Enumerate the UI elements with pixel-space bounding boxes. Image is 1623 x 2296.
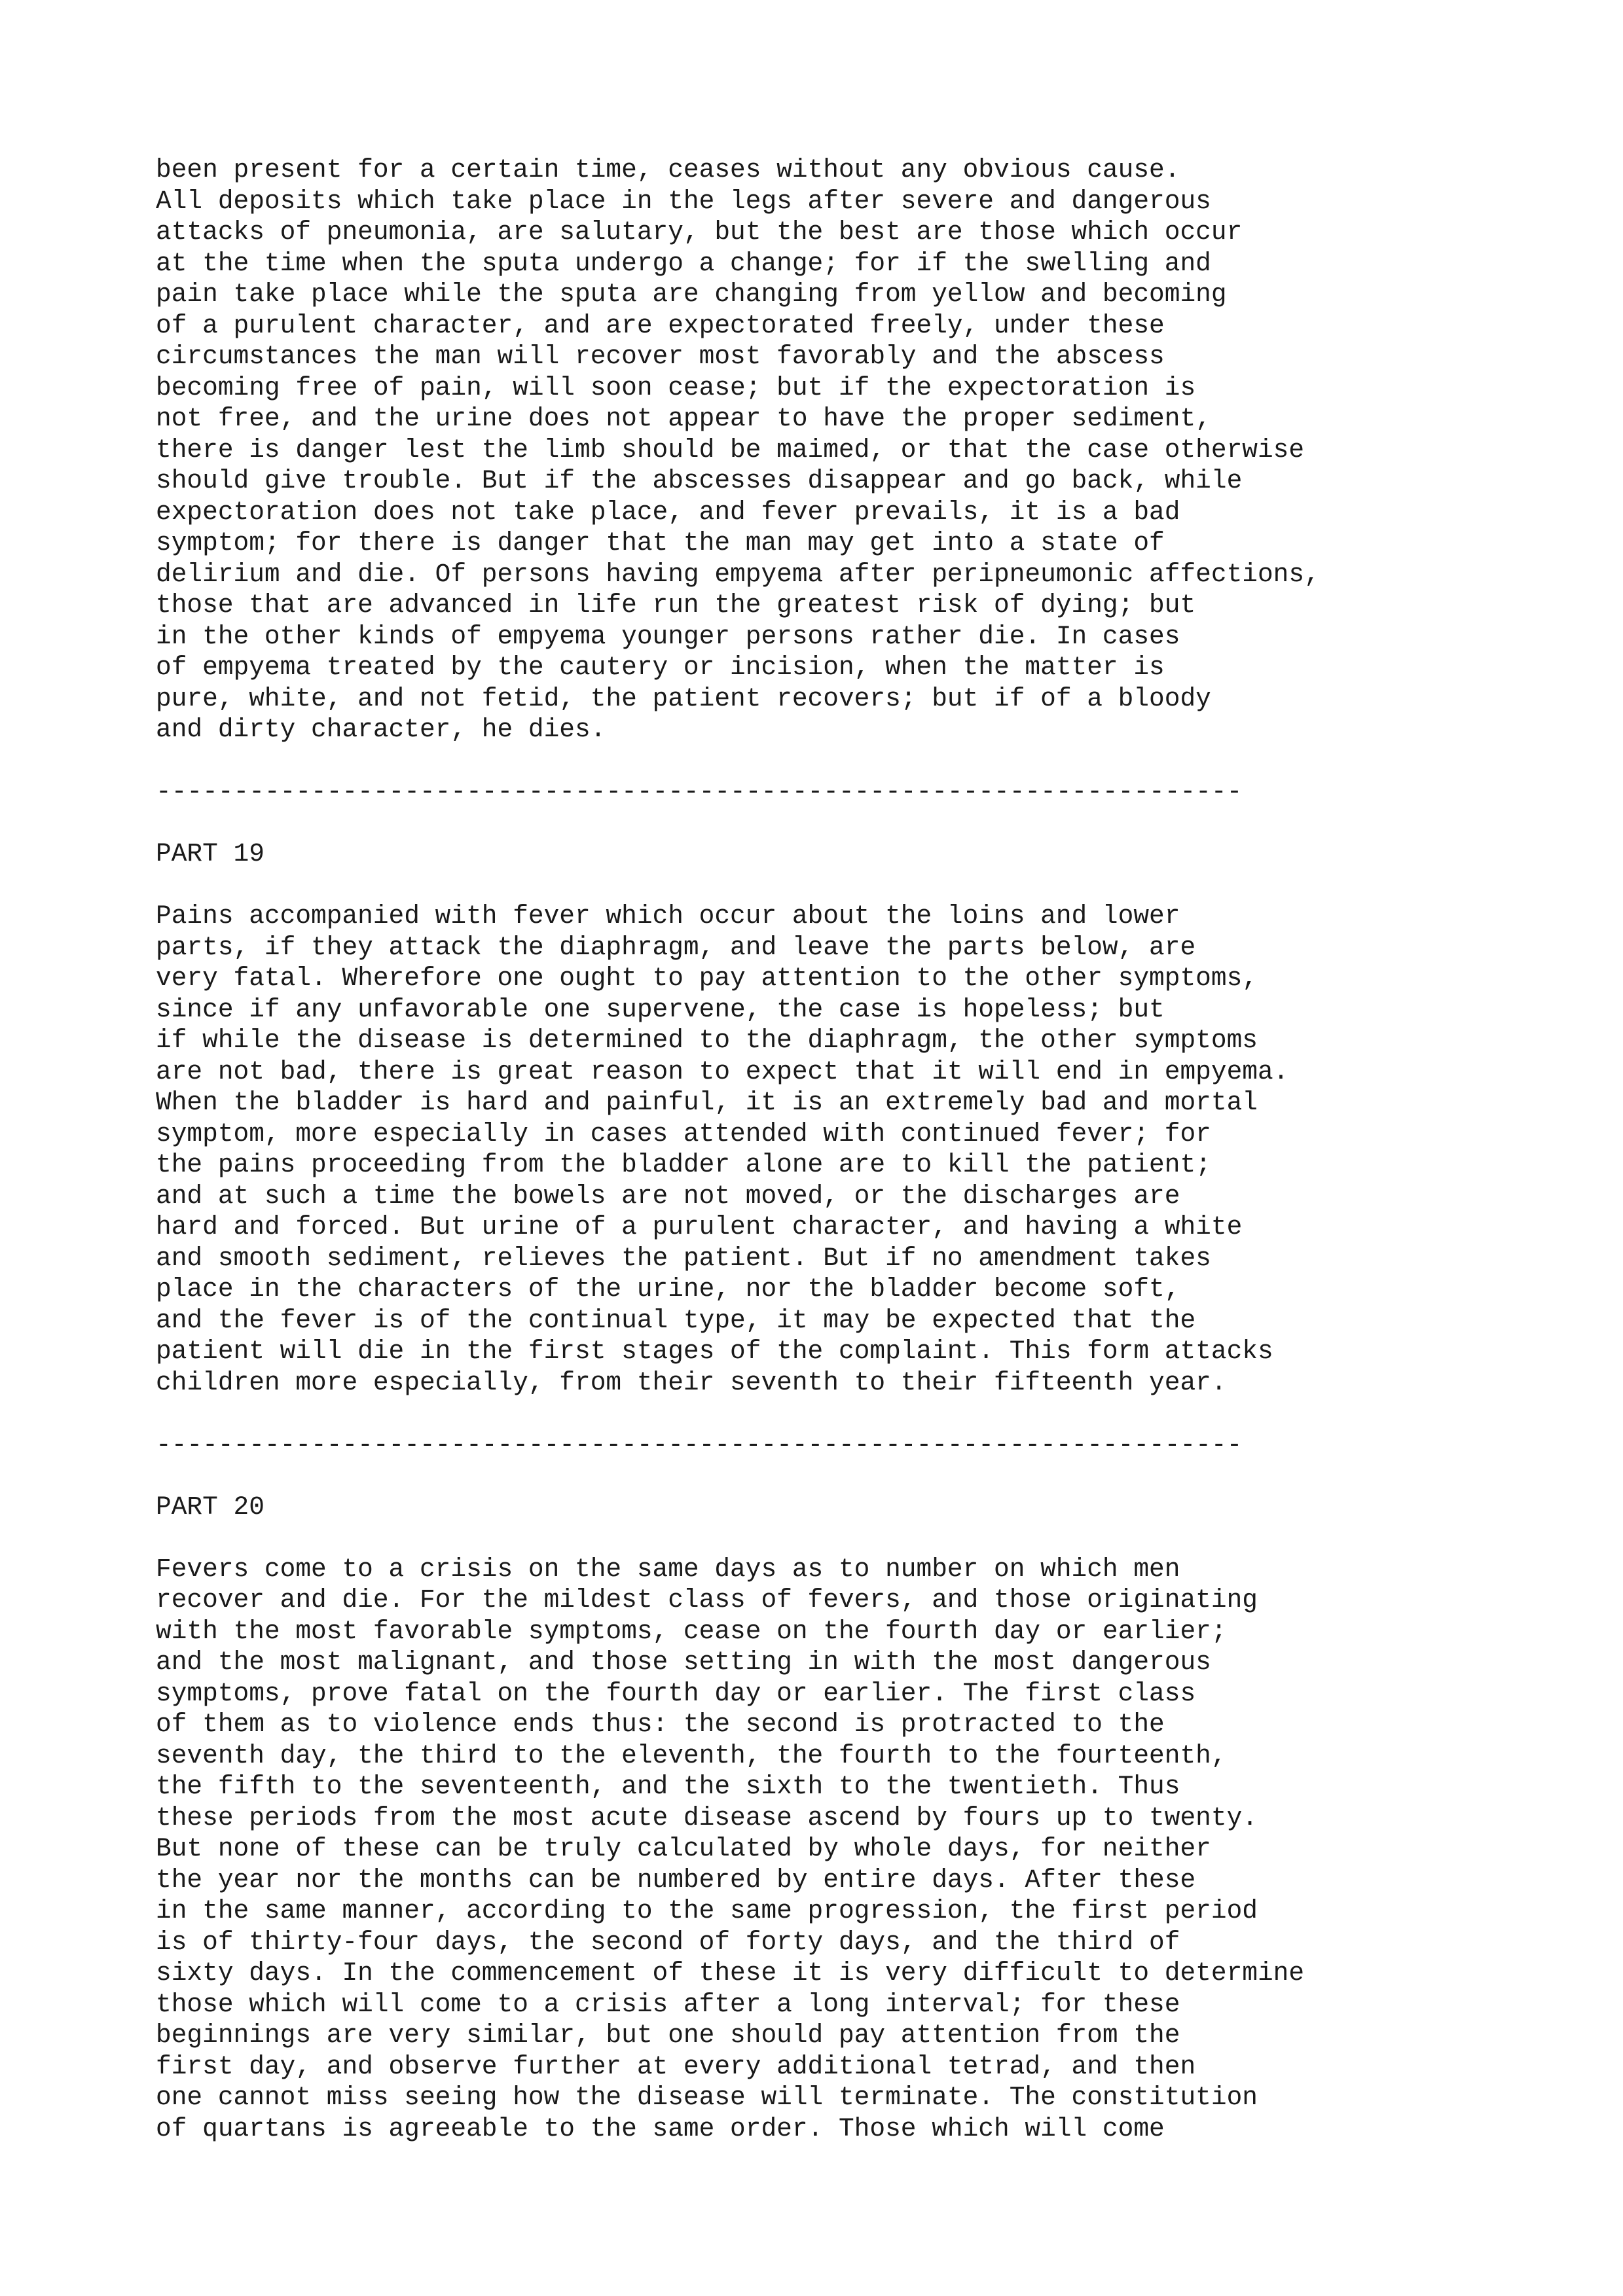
text-line: symptoms, prove fatal on the fourth day or earlier. The first class — [156, 1678, 1196, 1708]
text-line: are not bad, there is great reason to expect that it will end in empyema. — [156, 1056, 1289, 1086]
document-page — [156, 154, 1596, 2144]
text-line: attacks of pneumonia, are salutary, but the best are those which occur — [156, 217, 1243, 247]
text-line: and dirty character, he dies. — [156, 715, 606, 744]
text-line: All deposits which take place in the legs after severe and dangerous — [156, 186, 1211, 216]
text-line: Pains accompanied with fever which occur about the loins and lower — [156, 901, 1180, 931]
text-line: in the other kinds of empyema younger persons rather die. In cases — [156, 621, 1180, 651]
text-line: of quartans is agreeable to the same order. Those which will come — [156, 2113, 1165, 2144]
text-line: at the time when the sputa undergo a change; for if the swelling and — [156, 248, 1211, 278]
text-line: When the bladder is hard and painful, it is an extremely bad and mortal — [156, 1088, 1258, 1117]
section-separator: ---------------------------------------------------------------------- — [156, 777, 1243, 806]
text-line: of empyema treated by the cautery or incision, when the matter is — [156, 653, 1165, 682]
part-20-heading: PART 20 — [156, 1492, 264, 1522]
text-line: since if any unfavorable one supervene, the case is hopeless; but — [156, 994, 1165, 1024]
text-line: there is danger lest the limb should be maimed, or that the case otherwise — [156, 435, 1305, 465]
text-line: in the same manner, according to the same progression, the first period — [156, 1896, 1258, 1926]
text-line: of a purulent character, and are expectorated freely, under these — [156, 310, 1165, 340]
text-line: pure, white, and not fetid, the patient recovers; but if of a bloody — [156, 683, 1211, 713]
text-line: expectoration does not take place, and fever prevails, it is a bad — [156, 497, 1180, 527]
text-line: seventh day, the third to the eleventh, the fourth to the fourteenth, — [156, 1740, 1227, 1770]
text-line: But none of these can be truly calculated by whole days, for neither — [156, 1834, 1211, 1863]
intro-paragraph — [156, 154, 1596, 745]
text-line: if while the disease is determined to the diaphragm, the other symptoms — [156, 1026, 1258, 1055]
text-line: those that are advanced in life run the greatest risk of dying; but — [156, 590, 1196, 620]
text-line: been present for a certain time, ceases without any obvious cause. — [156, 155, 1180, 185]
text-line: beginnings are very similar, but one should pay attention from the — [156, 2020, 1180, 2050]
text-line: very fatal. Wherefore one ought to pay attention to the other symptoms, — [156, 963, 1258, 993]
text-line: parts, if they attack the diaphragm, and leave the parts below, are — [156, 932, 1196, 962]
text-line: should give trouble. But if the abscesses disappear and go back, while — [156, 466, 1243, 495]
text-line: place in the characters of the urine, nor the bladder become soft, — [156, 1274, 1180, 1304]
text-line: is of thirty-four days, the second of forty days, and the third of — [156, 1927, 1180, 1957]
text-line: symptom; for there is danger that the man may get into a state of — [156, 528, 1165, 558]
text-line: those which will come to a crisis after a long interval; for these — [156, 1989, 1180, 2019]
section-separator: ---------------------------------------------------------------------- — [156, 1429, 1243, 1460]
text-line: the pains proceeding from the bladder alone are to kill the patient; — [156, 1150, 1211, 1179]
text-line: recover and die. For the mildest class of fevers, and those originating — [156, 1585, 1258, 1615]
text-line: of them as to violence ends thus: the second is protracted to the — [156, 1710, 1165, 1739]
part-20-paragraph — [156, 1554, 1596, 2145]
text-line: one cannot miss seeing how the disease will terminate. The constitution — [156, 2083, 1258, 2112]
text-line: circumstances the man will recover most favorably and the abscess — [156, 342, 1165, 371]
text-line: symptom, more especially in cases attended with continued fever; for — [156, 1119, 1211, 1149]
text-line: sixty days. In the commencement of these it is very difficult to determine — [156, 1958, 1305, 1988]
text-line: hard and forced. But urine of a purulent character, and having a white — [156, 1212, 1243, 1242]
text-line: patient will die in the first stages of the complaint. This form attacks — [156, 1336, 1273, 1366]
text-line: these periods from the most acute disease ascend by fours up to twenty. — [156, 1803, 1258, 1833]
text-line: delirium and die. Of persons having empyema after peripneumonic affections, — [156, 559, 1320, 589]
text-line: first day, and observe further at every additional tetrad, and then — [156, 2051, 1196, 2081]
text-line: and at such a time the bowels are not moved, or the discharges are — [156, 1181, 1180, 1211]
part-19-heading: PART 19 — [156, 839, 264, 869]
text-line: the fifth to the seventeenth, and the sixth to the twentieth. Thus — [156, 1772, 1180, 1801]
text-line: pain take place while the sputa are changing from yellow and becoming — [156, 279, 1227, 309]
text-line: children more especially, from their seventh to their fifteenth year. — [156, 1367, 1227, 1397]
text-line: and smooth sediment, relieves the patient. But if no amendment takes — [156, 1243, 1211, 1273]
part-19-paragraph — [156, 901, 1596, 1398]
text-line: and the fever is of the continual type, it may be expected that the — [156, 1305, 1196, 1335]
text-line: the year nor the months can be numbered by entire days. After these — [156, 1865, 1196, 1895]
text-line: not free, and the urine does not appear to have the proper sediment, — [156, 404, 1211, 433]
text-line: and the most malignant, and those setting in with the most dangerous — [156, 1647, 1211, 1677]
text-line: with the most favorable symptoms, cease on the fourth day or earlier; — [156, 1616, 1227, 1646]
text-line: becoming free of pain, will soon cease; but if the expectoration is — [156, 372, 1196, 403]
text-line: Fevers come to a crisis on the same days as to number on which men — [156, 1554, 1180, 1584]
